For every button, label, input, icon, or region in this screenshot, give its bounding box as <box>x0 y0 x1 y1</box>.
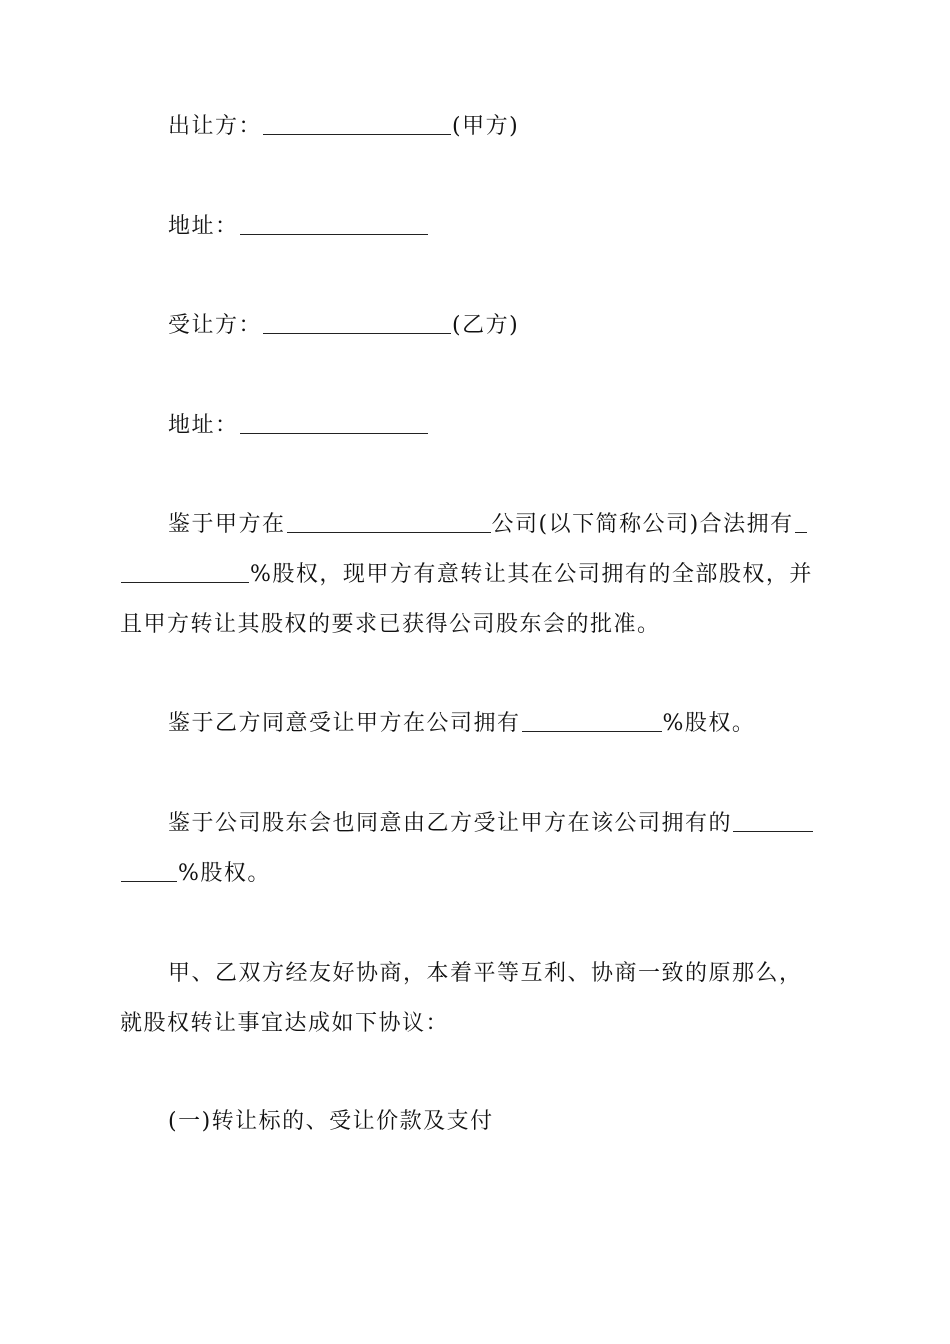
party-a-label: 出让方： <box>168 114 263 139</box>
agreement-intro-line-1 <box>168 949 835 999</box>
section-1-heading-text: (一)转让标的、受让价款及支付 <box>168 1109 494 1134</box>
recital-1-line-1 <box>168 500 835 550</box>
equity-percent-blank <box>121 562 249 583</box>
company-name-blank <box>287 512 491 533</box>
recital-3-percent-blank-start <box>733 811 813 832</box>
recital-3-line-1 <box>168 799 835 849</box>
party-b-address-label: 地址： <box>168 413 239 438</box>
recital-1-part-3: %股权，现甲方有意转让其在公司拥有的全部股权，并 <box>250 562 813 587</box>
party-b-address-line <box>168 401 835 451</box>
recital-1-line-2 <box>120 550 835 600</box>
recital-3-part-2: %股权。 <box>178 861 271 886</box>
section-1-heading <box>168 1097 835 1147</box>
recital-1-line-3 <box>120 600 835 650</box>
recital-1-part-2: 公司(以下简称公司)合法拥有 <box>491 512 794 537</box>
agreement-intro-line-2 <box>120 999 835 1049</box>
recital-3-line-2 <box>120 849 835 899</box>
party-a-line <box>168 102 835 152</box>
recital-3-part-1: 鉴于公司股东会也同意由乙方受让甲方在该公司拥有的 <box>168 811 733 836</box>
party-b-address-blank <box>240 413 428 434</box>
recital-1-part-1: 鉴于甲方在 <box>168 512 286 537</box>
party-b-label: 受让方： <box>168 313 263 338</box>
recital-3-percent-blank <box>121 861 177 882</box>
party-a-address-label: 地址： <box>168 214 239 239</box>
recital-1-line-3-text: 且甲方转让其股权的要求已获得公司股东会的批准。 <box>120 612 661 637</box>
equity-percent-blank-start <box>795 512 807 533</box>
party-a-address-blank <box>240 214 428 235</box>
recital-2-part-2: %股权。 <box>662 711 756 736</box>
party-a-blank <box>263 114 451 135</box>
party-a-address-line <box>168 202 835 252</box>
agreement-intro-text-2: 就股权转让事宜达成如下协议： <box>120 1011 450 1036</box>
recital-2-line <box>168 699 835 749</box>
party-b-blank <box>263 313 451 334</box>
party-b-line <box>168 301 835 351</box>
party-b-suffix: (乙方) <box>452 313 520 338</box>
agreement-intro-text-1: 甲、乙双方经友好协商，本着平等互利、协商一致的原那么， <box>168 961 803 986</box>
recital-2-part-1: 鉴于乙方同意受让甲方在公司拥有 <box>168 711 521 736</box>
party-a-suffix: (甲方) <box>452 114 520 139</box>
recital-2-percent-blank <box>522 711 662 732</box>
